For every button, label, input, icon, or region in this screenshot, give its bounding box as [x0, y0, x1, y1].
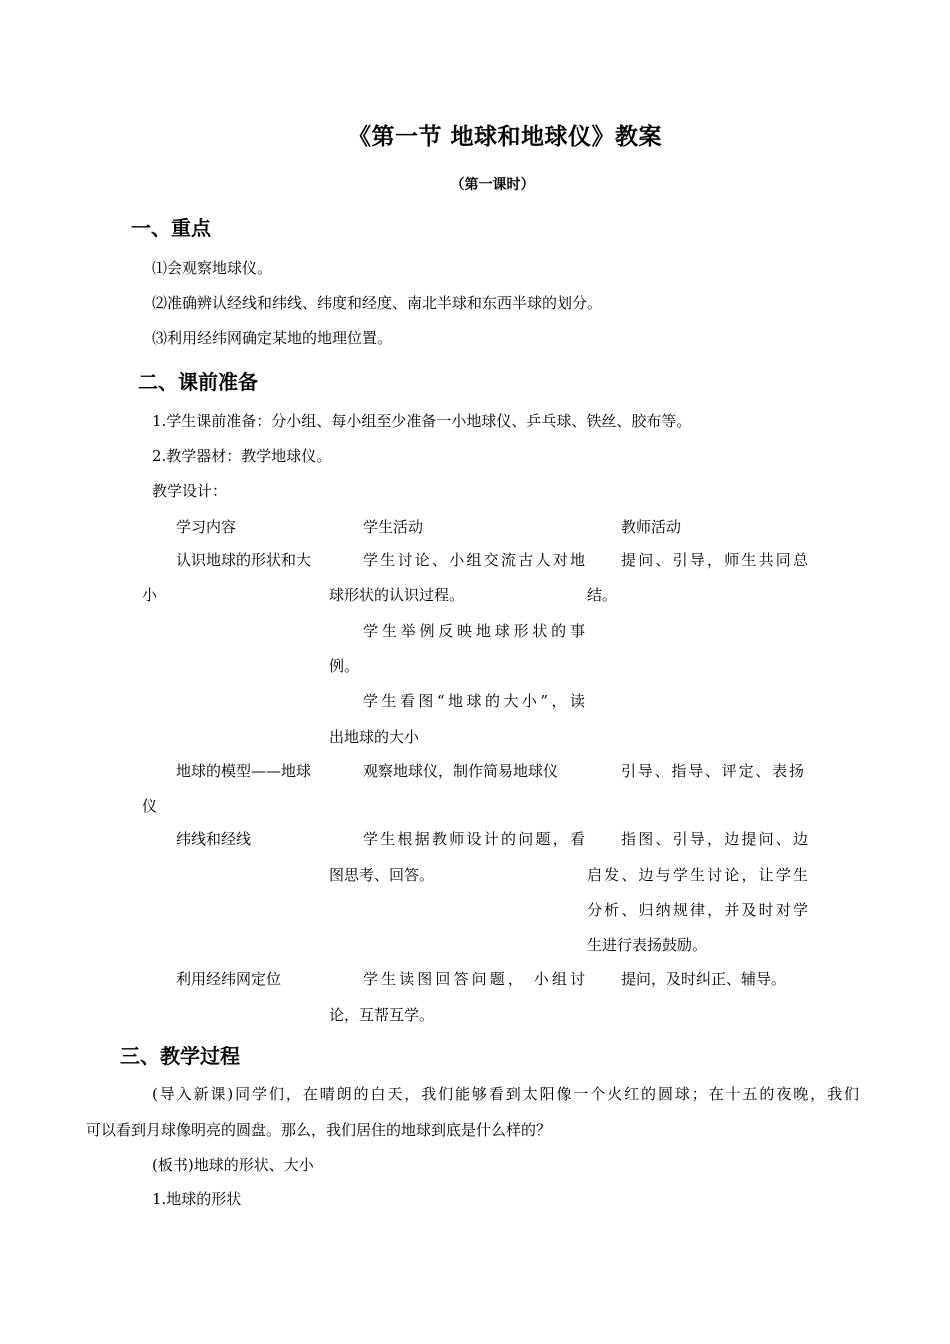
- table-cell: 学生读图回答问题， 小组讨: [363, 970, 585, 988]
- table-cell: 学生讨论、小组交流古人对地: [363, 551, 585, 569]
- table-cell: 引导、指导、评定、表扬: [621, 762, 804, 780]
- table-cell: 观察地球仪，制作简易地球仪: [363, 762, 559, 780]
- table-cell: 学生根据教师设计的问题，看: [363, 830, 585, 848]
- page-subtitle: （第一课时）: [450, 177, 535, 193]
- page-title: 《第一节 地球和地球仪》教案: [347, 123, 662, 150]
- table-cell: 小: [142, 586, 158, 604]
- table-cell: 提问，及时纠正、辅导。: [621, 970, 787, 988]
- table-cell: 启发、边与学生讨论，让学生: [587, 866, 808, 884]
- table-cell: 学生举例反映地球形状的事: [363, 622, 585, 640]
- table-cell: 图思考、回答。: [329, 866, 435, 884]
- table-cell: 例。: [329, 657, 360, 675]
- table-header-content: 学习内容: [176, 518, 237, 536]
- table-header-student: 学生活动: [363, 518, 424, 536]
- board-note: (板书)地球的形状、大小: [152, 1156, 314, 1174]
- point-heading-earth-shape: 1.地球的形状: [152, 1190, 242, 1208]
- table-cell: 学生看图“地球的大小”，读: [363, 692, 585, 710]
- section-heading-process: 三、教学过程: [120, 1044, 240, 1068]
- table-header-teacher: 教师活动: [621, 518, 682, 536]
- intro-paragraph-line-2: 可以看到月球像明亮的圆盘。那么，我们居住的地球到底是什么样的？: [86, 1121, 552, 1139]
- prep-item-2: 2.教学器材：教学地球仪。: [152, 447, 332, 465]
- table-cell: 提问、引导，师生共同总: [621, 551, 808, 569]
- table-cell: 分析、归纳规律，并及时对学: [587, 901, 808, 919]
- table-cell: 生进行表扬鼓励。: [587, 936, 708, 954]
- key-point-2: ⑵准确辨认经线和纬线、纬度和经度、南北半球和东西半球的划分。: [152, 294, 603, 312]
- table-cell: 球形状的认识过程。: [329, 586, 465, 604]
- table-cell: 出地球的大小: [329, 728, 420, 746]
- table-cell: 论，互帮互学。: [329, 1006, 435, 1024]
- table-cell: 认识地球的形状和大: [176, 551, 312, 569]
- table-cell: 利用经纬网定位: [176, 970, 282, 988]
- table-cell: 仪: [142, 797, 158, 815]
- key-point-3: ⑶利用经纬网确定某地的地理位置。: [152, 329, 393, 347]
- table-cell: 结。: [587, 586, 618, 604]
- section-heading-key-points: 一、重点: [131, 216, 211, 240]
- table-cell: 地球的模型——地球: [176, 762, 312, 780]
- table-cell: 纬线和经线: [176, 830, 252, 848]
- prep-item-1: 1.学生课前准备：分小组、每小组至少准备一小地球仪、乒乓球、铁丝、胶布等。: [152, 412, 692, 430]
- intro-paragraph-line-1: (导入新课)同学们，在晴朗的白天，我们能够看到太阳像一个火红的圆球；在十五的夜晚，我们: [152, 1085, 859, 1103]
- section-heading-preparation: 二、课前准备: [138, 370, 258, 394]
- table-cell: 指图、引导，边提问、边: [621, 830, 808, 848]
- key-point-1: ⑴会观察地球仪。: [152, 259, 273, 277]
- teaching-design-label: 教学设计：: [152, 482, 228, 500]
